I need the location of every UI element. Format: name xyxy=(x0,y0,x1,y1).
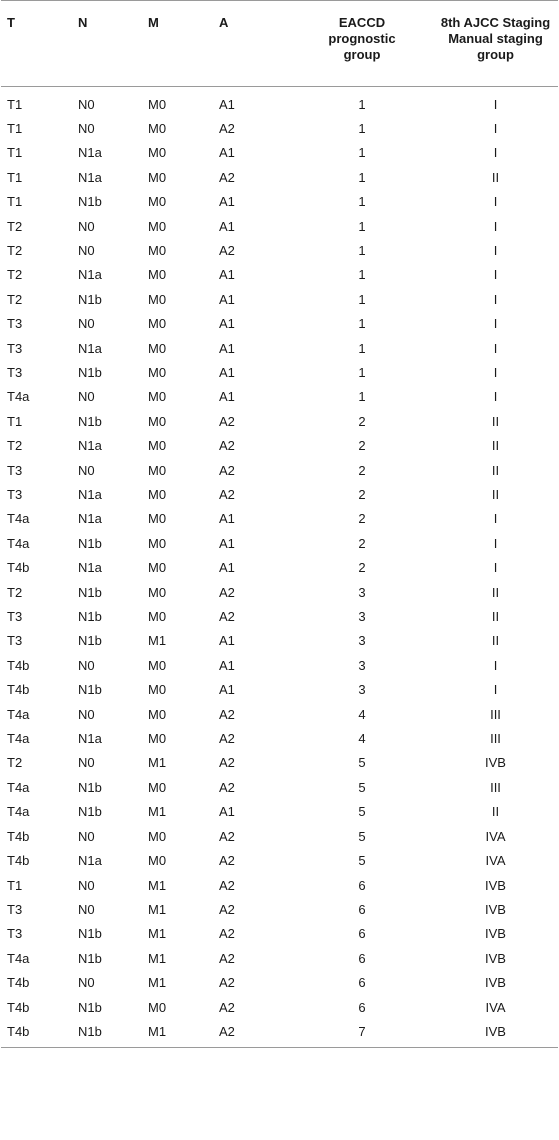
cell-a: A2 xyxy=(219,120,235,136)
header-a: A xyxy=(213,1,291,87)
cell-a: A2 xyxy=(219,999,235,1015)
cell-eaccd-group: 4 xyxy=(358,706,366,722)
cell-ajcc-group: I xyxy=(493,267,498,283)
cell-a: A2 xyxy=(219,584,235,600)
cell-eaccd-group: 7 xyxy=(291,1020,433,1048)
cell-t: T4b xyxy=(7,682,30,698)
cell-t: T2 xyxy=(7,291,23,307)
cell-t: T3 xyxy=(7,487,23,502)
cell-m: M0 xyxy=(148,657,167,673)
cell-eaccd-group: 1 xyxy=(358,316,366,332)
cell-t: T2 xyxy=(7,438,23,454)
table-row xyxy=(1,263,558,287)
cell-t: T3 xyxy=(7,609,23,625)
cell-t: T1 xyxy=(7,96,23,112)
table-row xyxy=(1,605,558,629)
cell-eaccd-group: 1 xyxy=(358,364,366,380)
table-row xyxy=(1,776,558,800)
cell-n: N0 xyxy=(78,462,95,478)
cell-m: M0 xyxy=(148,145,167,161)
cell-a: A2 xyxy=(219,242,235,258)
cell-a: A2 xyxy=(219,975,235,991)
cell-eaccd-group: 1 xyxy=(358,169,366,185)
cell-eaccd-group: 2 xyxy=(358,462,366,478)
cell-a: A1 xyxy=(219,316,235,332)
cell-t: T1 xyxy=(7,877,23,893)
cell-eaccd-group: 5 xyxy=(358,853,366,869)
cell-a: A1 xyxy=(219,389,235,405)
cell-n: N0 xyxy=(78,877,95,893)
cell-ajcc-group: I xyxy=(493,682,498,698)
cell-eaccd-group: 6 xyxy=(358,901,366,917)
cell-eaccd-group: 6 xyxy=(358,950,366,966)
cell-t: T4a xyxy=(7,511,30,527)
cell-eaccd-group: 1 xyxy=(358,267,366,283)
cell-m: M0 xyxy=(148,682,167,698)
cell-eaccd-group: 1 xyxy=(358,242,366,258)
cell-m: M0 xyxy=(148,194,167,210)
cell-n: N1b xyxy=(72,1020,142,1048)
cell-n: N0 xyxy=(78,901,95,917)
cell-t: T1 xyxy=(7,169,23,185)
cell-a: A2 xyxy=(219,169,235,185)
cell-m: M0 xyxy=(148,340,167,356)
cell-m: M0 xyxy=(148,267,167,283)
cell-t: T4b xyxy=(1,1020,72,1048)
cell-m: M0 xyxy=(148,96,167,112)
cell-t: T4b xyxy=(7,828,30,844)
cell-a: A1 xyxy=(219,291,235,307)
cell-ajcc-group: I xyxy=(493,291,498,307)
cell-ajcc-group: I xyxy=(493,194,498,210)
cell-m: M1 xyxy=(148,755,167,771)
cell-t: T3 xyxy=(7,364,23,380)
cell-m: M0 xyxy=(148,487,167,502)
cell-m: M0 xyxy=(148,584,167,600)
cell-t: T3 xyxy=(7,926,23,942)
table-row xyxy=(1,483,558,507)
cell-a: A2 xyxy=(219,438,235,454)
cell-n: N1a xyxy=(78,340,102,356)
table-row xyxy=(1,190,558,214)
cell-n: N1a xyxy=(78,853,102,869)
cell-ajcc-group: I xyxy=(493,96,498,112)
cell-a: A2 xyxy=(219,731,235,747)
cell-a: A1 xyxy=(219,657,235,673)
cell-ajcc-group: IVB xyxy=(485,975,506,991)
cell-n: N1b xyxy=(78,950,102,966)
cell-m: M0 xyxy=(148,389,167,405)
cell-eaccd-group: 2 xyxy=(358,535,366,551)
cell-ajcc-group: III xyxy=(490,779,501,795)
cell-eaccd-group: 2 xyxy=(358,560,366,576)
cell-m: M0 xyxy=(148,828,167,844)
cell-n: N0 xyxy=(78,975,95,991)
table-row xyxy=(1,971,558,995)
cell-m: M0 xyxy=(148,462,167,478)
table-row xyxy=(1,312,558,336)
cell-n: N1a xyxy=(78,560,102,576)
cell-n: N0 xyxy=(78,242,95,258)
cell-ajcc-group: II xyxy=(491,804,500,820)
cell-eaccd-group: 5 xyxy=(358,755,366,771)
cell-m: M0 xyxy=(148,560,167,576)
cell-eaccd-group: 6 xyxy=(358,999,366,1015)
cell-a: A1 xyxy=(219,511,235,527)
cell-eaccd-group: 1 xyxy=(358,145,366,161)
cell-n: N1b xyxy=(78,291,102,307)
cell-eaccd-group: 2 xyxy=(358,487,366,502)
cell-n: N1b xyxy=(78,682,102,698)
cell-a: A2 xyxy=(219,877,235,893)
cell-a: A2 xyxy=(219,706,235,722)
cell-m: M1 xyxy=(148,804,167,820)
cell-ajcc-group: IVB xyxy=(485,901,506,917)
cell-ajcc-group: II xyxy=(491,462,500,478)
cell-eaccd-group: 1 xyxy=(358,194,366,210)
cell-a: A1 xyxy=(219,145,235,161)
cell-ajcc-group: II xyxy=(491,633,500,649)
cell-m: M0 xyxy=(148,364,167,380)
cell-ajcc-group: IVA xyxy=(485,828,506,844)
cell-t: T4a xyxy=(7,535,30,551)
table-row xyxy=(1,654,558,678)
cell-ajcc-group: II xyxy=(491,487,500,502)
cell-t: T4b xyxy=(7,657,30,673)
cell-n: N1b xyxy=(78,413,102,429)
cell-eaccd-group: 3 xyxy=(358,633,366,649)
cell-m: M1 xyxy=(148,975,167,991)
cell-eaccd-group: 1 xyxy=(358,120,366,136)
table-row xyxy=(1,532,558,556)
header-ajcc-group: 8th AJCC Staging Manual staging group xyxy=(433,1,558,87)
cell-a: A1 xyxy=(219,340,235,356)
table-row xyxy=(1,581,558,605)
cell-a: A2 xyxy=(219,609,235,625)
table-row xyxy=(1,239,558,263)
cell-m: M1 xyxy=(142,1020,213,1048)
cell-ajcc-group: I xyxy=(493,364,498,380)
cell-ajcc-group: IVB xyxy=(485,950,506,966)
cell-a: A2 xyxy=(213,1020,291,1048)
cell-t: T2 xyxy=(7,267,23,283)
cell-a: A1 xyxy=(219,682,235,698)
cell-t: T4a xyxy=(7,804,30,820)
table-row xyxy=(1,361,558,385)
cell-eaccd-group: 1 xyxy=(358,218,366,234)
cell-ajcc-group: I xyxy=(493,560,498,576)
table-row xyxy=(1,288,558,312)
cell-a: A1 xyxy=(219,218,235,234)
cell-n: N0 xyxy=(78,96,95,112)
cell-ajcc-group: I xyxy=(493,535,498,551)
table-row xyxy=(1,337,558,361)
table-row xyxy=(1,434,558,458)
cell-t: T2 xyxy=(7,242,23,258)
cell-eaccd-group: 3 xyxy=(358,609,366,625)
cell-t: T1 xyxy=(7,413,23,429)
cell-a: A2 xyxy=(219,950,235,966)
cell-ajcc-group: II xyxy=(491,438,500,454)
table-row xyxy=(1,727,558,751)
cell-n: N1a xyxy=(78,169,102,185)
table-row xyxy=(1,678,558,702)
cell-n: N1a xyxy=(78,438,102,454)
table-row xyxy=(1,849,558,873)
table-row xyxy=(1,1020,558,1048)
cell-t: T4b xyxy=(7,975,30,991)
table-row xyxy=(1,93,558,117)
cell-eaccd-group: 2 xyxy=(358,511,366,527)
cell-t: T1 xyxy=(7,194,23,210)
cell-t: T3 xyxy=(7,462,23,478)
cell-ajcc-group: IVB xyxy=(433,1020,558,1048)
cell-t: T4b xyxy=(7,560,30,576)
cell-eaccd-group: 6 xyxy=(358,877,366,893)
cell-a: A2 xyxy=(219,853,235,869)
cell-ajcc-group: I xyxy=(493,511,498,527)
staging-table xyxy=(1,0,558,1048)
cell-ajcc-group: I xyxy=(493,145,498,161)
cell-t: T3 xyxy=(7,340,23,356)
cell-n: N0 xyxy=(78,828,95,844)
cell-ajcc-group: IVB xyxy=(485,926,506,942)
table-row xyxy=(1,215,558,239)
cell-a: A2 xyxy=(219,487,235,502)
cell-a: A1 xyxy=(219,96,235,112)
table-body xyxy=(1,87,558,1048)
cell-t: T4a xyxy=(7,389,30,405)
cell-m: M0 xyxy=(148,169,167,185)
cell-a: A1 xyxy=(219,267,235,283)
cell-m: M0 xyxy=(148,853,167,869)
cell-a: A1 xyxy=(219,194,235,210)
cell-eaccd-group: 1 xyxy=(358,291,366,307)
table-row xyxy=(1,874,558,898)
cell-t: T4b xyxy=(7,853,30,869)
cell-a: A1 xyxy=(219,364,235,380)
cell-t: T1 xyxy=(7,145,23,161)
table-row xyxy=(1,751,558,775)
cell-eaccd-group: 5 xyxy=(358,828,366,844)
cell-eaccd-group: 2 xyxy=(358,413,366,429)
cell-eaccd-group: 3 xyxy=(358,584,366,600)
cell-a: A2 xyxy=(219,413,235,429)
cell-t: T1 xyxy=(7,120,23,136)
cell-n: N0 xyxy=(78,316,95,332)
table-row xyxy=(1,996,558,1020)
cell-n: N1b xyxy=(78,609,102,625)
cell-eaccd-group: 4 xyxy=(358,731,366,747)
cell-n: N0 xyxy=(78,657,95,673)
cell-m: M0 xyxy=(148,609,167,625)
cell-a: A2 xyxy=(219,901,235,917)
cell-a: A1 xyxy=(219,535,235,551)
cell-m: M0 xyxy=(148,779,167,795)
cell-n: N1b xyxy=(78,999,102,1015)
cell-a: A1 xyxy=(219,804,235,820)
cell-t: T3 xyxy=(7,901,23,917)
cell-m: M1 xyxy=(148,633,167,649)
table-header xyxy=(1,1,558,87)
table-row xyxy=(1,141,558,165)
cell-ajcc-group: I xyxy=(493,218,498,234)
cell-n: N0 xyxy=(78,389,95,405)
cell-eaccd-group: 2 xyxy=(358,438,366,454)
cell-m: M0 xyxy=(148,413,167,429)
cell-m: M1 xyxy=(148,901,167,917)
header-eaccd-group: EACCD prognostic group xyxy=(291,1,433,87)
cell-n: N0 xyxy=(78,218,95,234)
cell-n: N1b xyxy=(78,364,102,380)
cell-eaccd-group: 1 xyxy=(358,340,366,356)
cell-t: T2 xyxy=(7,755,23,771)
cell-eaccd-group: 3 xyxy=(358,682,366,698)
cell-eaccd-group: 1 xyxy=(358,96,366,112)
cell-ajcc-group: I xyxy=(493,340,498,356)
cell-t: T4a xyxy=(7,706,30,722)
cell-n: N1a xyxy=(78,511,102,527)
cell-eaccd-group: 5 xyxy=(358,779,366,795)
cell-ajcc-group: II xyxy=(491,169,500,185)
header-row xyxy=(1,1,558,87)
cell-n: N0 xyxy=(78,706,95,722)
cell-ajcc-group: I xyxy=(493,389,498,405)
cell-eaccd-group: 1 xyxy=(358,389,366,405)
cell-n: N1a xyxy=(78,487,102,502)
cell-n: N0 xyxy=(78,120,95,136)
cell-ajcc-group: IVA xyxy=(485,853,506,869)
cell-ajcc-group: IVB xyxy=(485,755,506,771)
cell-n: N1b xyxy=(78,194,102,210)
cell-ajcc-group: III xyxy=(490,706,501,722)
cell-n: N1a xyxy=(78,267,102,283)
table-row xyxy=(1,898,558,922)
cell-eaccd-group: 6 xyxy=(358,975,366,991)
header-m: M xyxy=(142,1,213,87)
table-row xyxy=(1,825,558,849)
cell-m: M0 xyxy=(148,999,167,1015)
table-row xyxy=(1,507,558,531)
cell-a: A2 xyxy=(219,462,235,478)
cell-ajcc-group: I xyxy=(493,316,498,332)
table-row xyxy=(1,703,558,727)
cell-ajcc-group: I xyxy=(493,120,498,136)
cell-eaccd-group: 6 xyxy=(358,926,366,942)
cell-ajcc-group: IVB xyxy=(485,877,506,893)
cell-n: N0 xyxy=(78,755,95,771)
cell-m: M0 xyxy=(148,731,167,747)
cell-a: A2 xyxy=(219,926,235,942)
table-row xyxy=(1,922,558,946)
cell-n: N1b xyxy=(78,633,102,649)
cell-m: M0 xyxy=(148,242,167,258)
cell-n: N1a xyxy=(78,731,102,747)
table-row xyxy=(1,166,558,190)
cell-n: N1b xyxy=(78,584,102,600)
cell-n: N1b xyxy=(78,779,102,795)
cell-n: N1b xyxy=(78,535,102,551)
cell-eaccd-group: 5 xyxy=(358,804,366,820)
cell-a: A1 xyxy=(219,560,235,576)
cell-a: A2 xyxy=(219,755,235,771)
cell-m: M1 xyxy=(148,877,167,893)
cell-ajcc-group: II xyxy=(491,609,500,625)
cell-eaccd-group: 3 xyxy=(358,657,366,673)
table-row xyxy=(1,117,558,141)
cell-t: T4a xyxy=(7,950,30,966)
header-n: N xyxy=(72,1,142,87)
table-row xyxy=(1,410,558,434)
cell-a: A2 xyxy=(219,828,235,844)
cell-m: M0 xyxy=(148,706,167,722)
cell-m: M0 xyxy=(148,218,167,234)
cell-t: T4a xyxy=(7,731,30,747)
table-row xyxy=(1,800,558,824)
cell-m: M0 xyxy=(148,291,167,307)
cell-ajcc-group: I xyxy=(493,242,498,258)
cell-n: N1b xyxy=(78,804,102,820)
cell-t: T3 xyxy=(7,633,23,649)
cell-ajcc-group: II xyxy=(491,584,500,600)
cell-t: T3 xyxy=(7,316,23,332)
cell-ajcc-group: III xyxy=(490,731,501,747)
cell-m: M0 xyxy=(148,535,167,551)
cell-m: M1 xyxy=(148,926,167,942)
cell-ajcc-group: IVA xyxy=(485,999,506,1015)
table-row xyxy=(1,629,558,653)
header-t: T xyxy=(1,1,72,87)
table-row xyxy=(1,947,558,971)
cell-m: M0 xyxy=(148,438,167,454)
cell-m: M1 xyxy=(148,950,167,966)
table-row xyxy=(1,556,558,580)
cell-a: A2 xyxy=(219,779,235,795)
table-row xyxy=(1,459,558,483)
cell-n: N1a xyxy=(78,145,102,161)
cell-m: M0 xyxy=(148,120,167,136)
cell-t: T2 xyxy=(7,218,23,234)
cell-ajcc-group: I xyxy=(493,657,498,673)
cell-t: T2 xyxy=(7,584,23,600)
cell-t: T4b xyxy=(7,999,30,1015)
cell-m: M0 xyxy=(148,316,167,332)
cell-a: A1 xyxy=(219,633,235,649)
cell-ajcc-group: II xyxy=(491,413,500,429)
cell-n: N1b xyxy=(78,926,102,942)
cell-t: T4a xyxy=(7,779,30,795)
table-row xyxy=(1,385,558,409)
cell-m: M0 xyxy=(148,511,167,527)
